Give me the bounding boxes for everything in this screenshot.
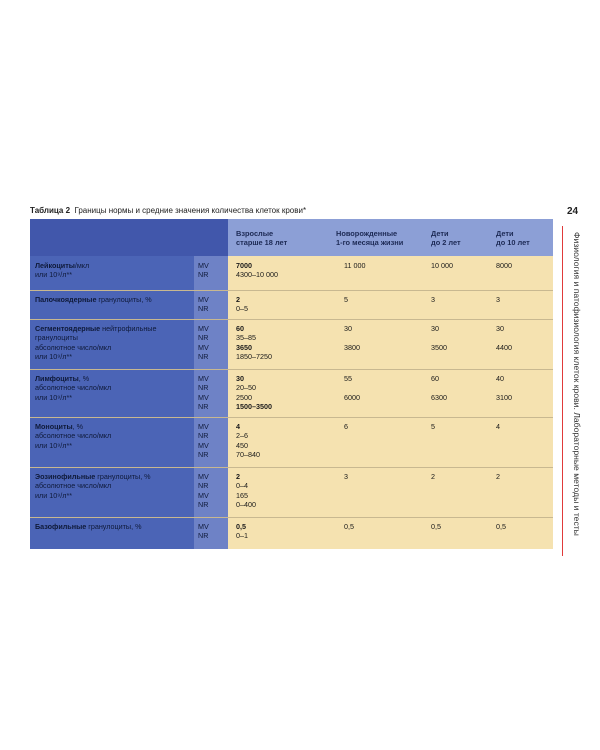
child10-value: 3 <box>496 295 500 304</box>
child2-value: 6300 <box>431 392 447 402</box>
adult-value: 0–4 <box>236 481 248 491</box>
row-separator <box>30 290 553 291</box>
adult-value: 2 <box>236 472 240 481</box>
mv-nr-labels: MV NR MV NR <box>198 324 209 362</box>
child10-value: 0,5 <box>496 522 506 531</box>
row-name: Палочкоядерные гранулоциты, % <box>35 295 152 304</box>
header-left <box>30 219 228 256</box>
newborn-value: 30 <box>344 324 352 333</box>
mv-nr-labels: MV NR <box>198 295 209 314</box>
child2-value: 3 <box>431 295 435 304</box>
mv-nr-labels: MV NR MV NR <box>198 472 209 510</box>
row-separator <box>30 417 553 418</box>
adult-value: 35–85 <box>236 333 256 343</box>
child10-value: 40 <box>496 374 504 383</box>
column-header-children-2: Дети до 2 лет <box>431 229 461 247</box>
blood-cell-table <box>30 219 553 549</box>
mv-nr-labels: MV NR MV NR <box>198 374 209 412</box>
child10-value: 8000 <box>496 261 512 270</box>
adult-value: 165 <box>236 490 248 500</box>
table-caption <box>30 206 306 215</box>
newborn-value: 6 <box>344 422 348 431</box>
column-header-children-10: Дети до 10 лет <box>496 229 530 247</box>
child2-value: 10 000 <box>431 261 453 270</box>
mv-nr-labels: MV NR <box>198 522 209 541</box>
row-separator <box>30 467 553 468</box>
column-header-newborns: Новорожденные 1-го месяца жизни <box>336 229 404 247</box>
row-name: Лейкоциты/мкл или 10⁹/л** <box>35 261 90 280</box>
row-name: Базофильные гранулоциты, % <box>35 522 142 531</box>
adult-value: 1850–7250 <box>236 352 272 362</box>
adult-value: 7000 <box>236 261 252 270</box>
adult-value: 3650 <box>236 342 252 352</box>
row-name: Лимфоциты, % абсолютное число/мкл или 10⁹/л** <box>35 374 112 402</box>
margin-rule <box>562 226 563 556</box>
adult-value: 1500–3500 <box>236 402 272 412</box>
adult-value: 2–6 <box>236 431 248 441</box>
row-name: Эозинофильные гранулоциты, % абсолютное число/мкл или 10⁹/л** <box>35 472 151 500</box>
child10-value: 2 <box>496 472 500 481</box>
newborn-value: 5 <box>344 295 348 304</box>
running-title: Физиология и патофизиология клеток крови. Лабораторные методы и тесты <box>572 232 582 536</box>
child2-value: 3500 <box>431 342 447 352</box>
child10-value: 30 <box>496 324 504 333</box>
newborn-value: 6000 <box>344 392 360 402</box>
adult-value: 0,5 <box>236 522 246 531</box>
adult-value: 30 <box>236 374 244 383</box>
row-separator <box>30 369 553 370</box>
adult-value: 2 <box>236 295 240 304</box>
child2-value: 0,5 <box>431 522 441 531</box>
page-number: 24 <box>567 206 579 217</box>
adult-value: 2500 <box>236 392 252 402</box>
adult-value: 0–1 <box>236 531 248 541</box>
adult-value: 20–50 <box>236 383 256 393</box>
child2-value: 30 <box>431 324 439 333</box>
caption-text: Границы нормы и средние значения количества клеток крови* <box>74 206 307 215</box>
newborn-value: 3800 <box>344 342 360 352</box>
row-name: Моноциты, % абсолютное число/мкл или 10⁹/л** <box>35 422 112 450</box>
newborn-value: 3 <box>344 472 348 481</box>
newborn-value: 11 000 <box>344 261 366 270</box>
mv-nr-labels: MV NR MV NR <box>198 422 209 460</box>
child10-value: 4 <box>496 422 500 431</box>
adult-value: 4 <box>236 422 240 431</box>
row-name: Сегментоядерные нейтрофильные гранулоциты абсолютное число/мкл или 10⁹/л** <box>35 324 157 362</box>
adult-value: 70–840 <box>236 450 260 460</box>
newborn-value: 0,5 <box>344 522 354 531</box>
adult-value: 4300–10 000 <box>236 270 278 280</box>
adult-value: 0–5 <box>236 304 248 314</box>
adult-value: 0–400 <box>236 500 256 510</box>
child2-value: 5 <box>431 422 435 431</box>
column-header-adults: Взрослые старше 18 лет <box>236 229 288 247</box>
adult-value: 60 <box>236 324 244 333</box>
child2-value: 60 <box>431 374 439 383</box>
newborn-value: 55 <box>344 374 352 383</box>
caption-label: Таблица 2 <box>30 206 71 215</box>
child2-value: 2 <box>431 472 435 481</box>
row-separator <box>30 517 553 518</box>
mv-nr-labels: MV NR <box>198 261 209 280</box>
adult-value: 450 <box>236 440 248 450</box>
child10-value: 3100 <box>496 392 512 402</box>
child10-value: 4400 <box>496 342 512 352</box>
row-separator <box>30 319 553 320</box>
